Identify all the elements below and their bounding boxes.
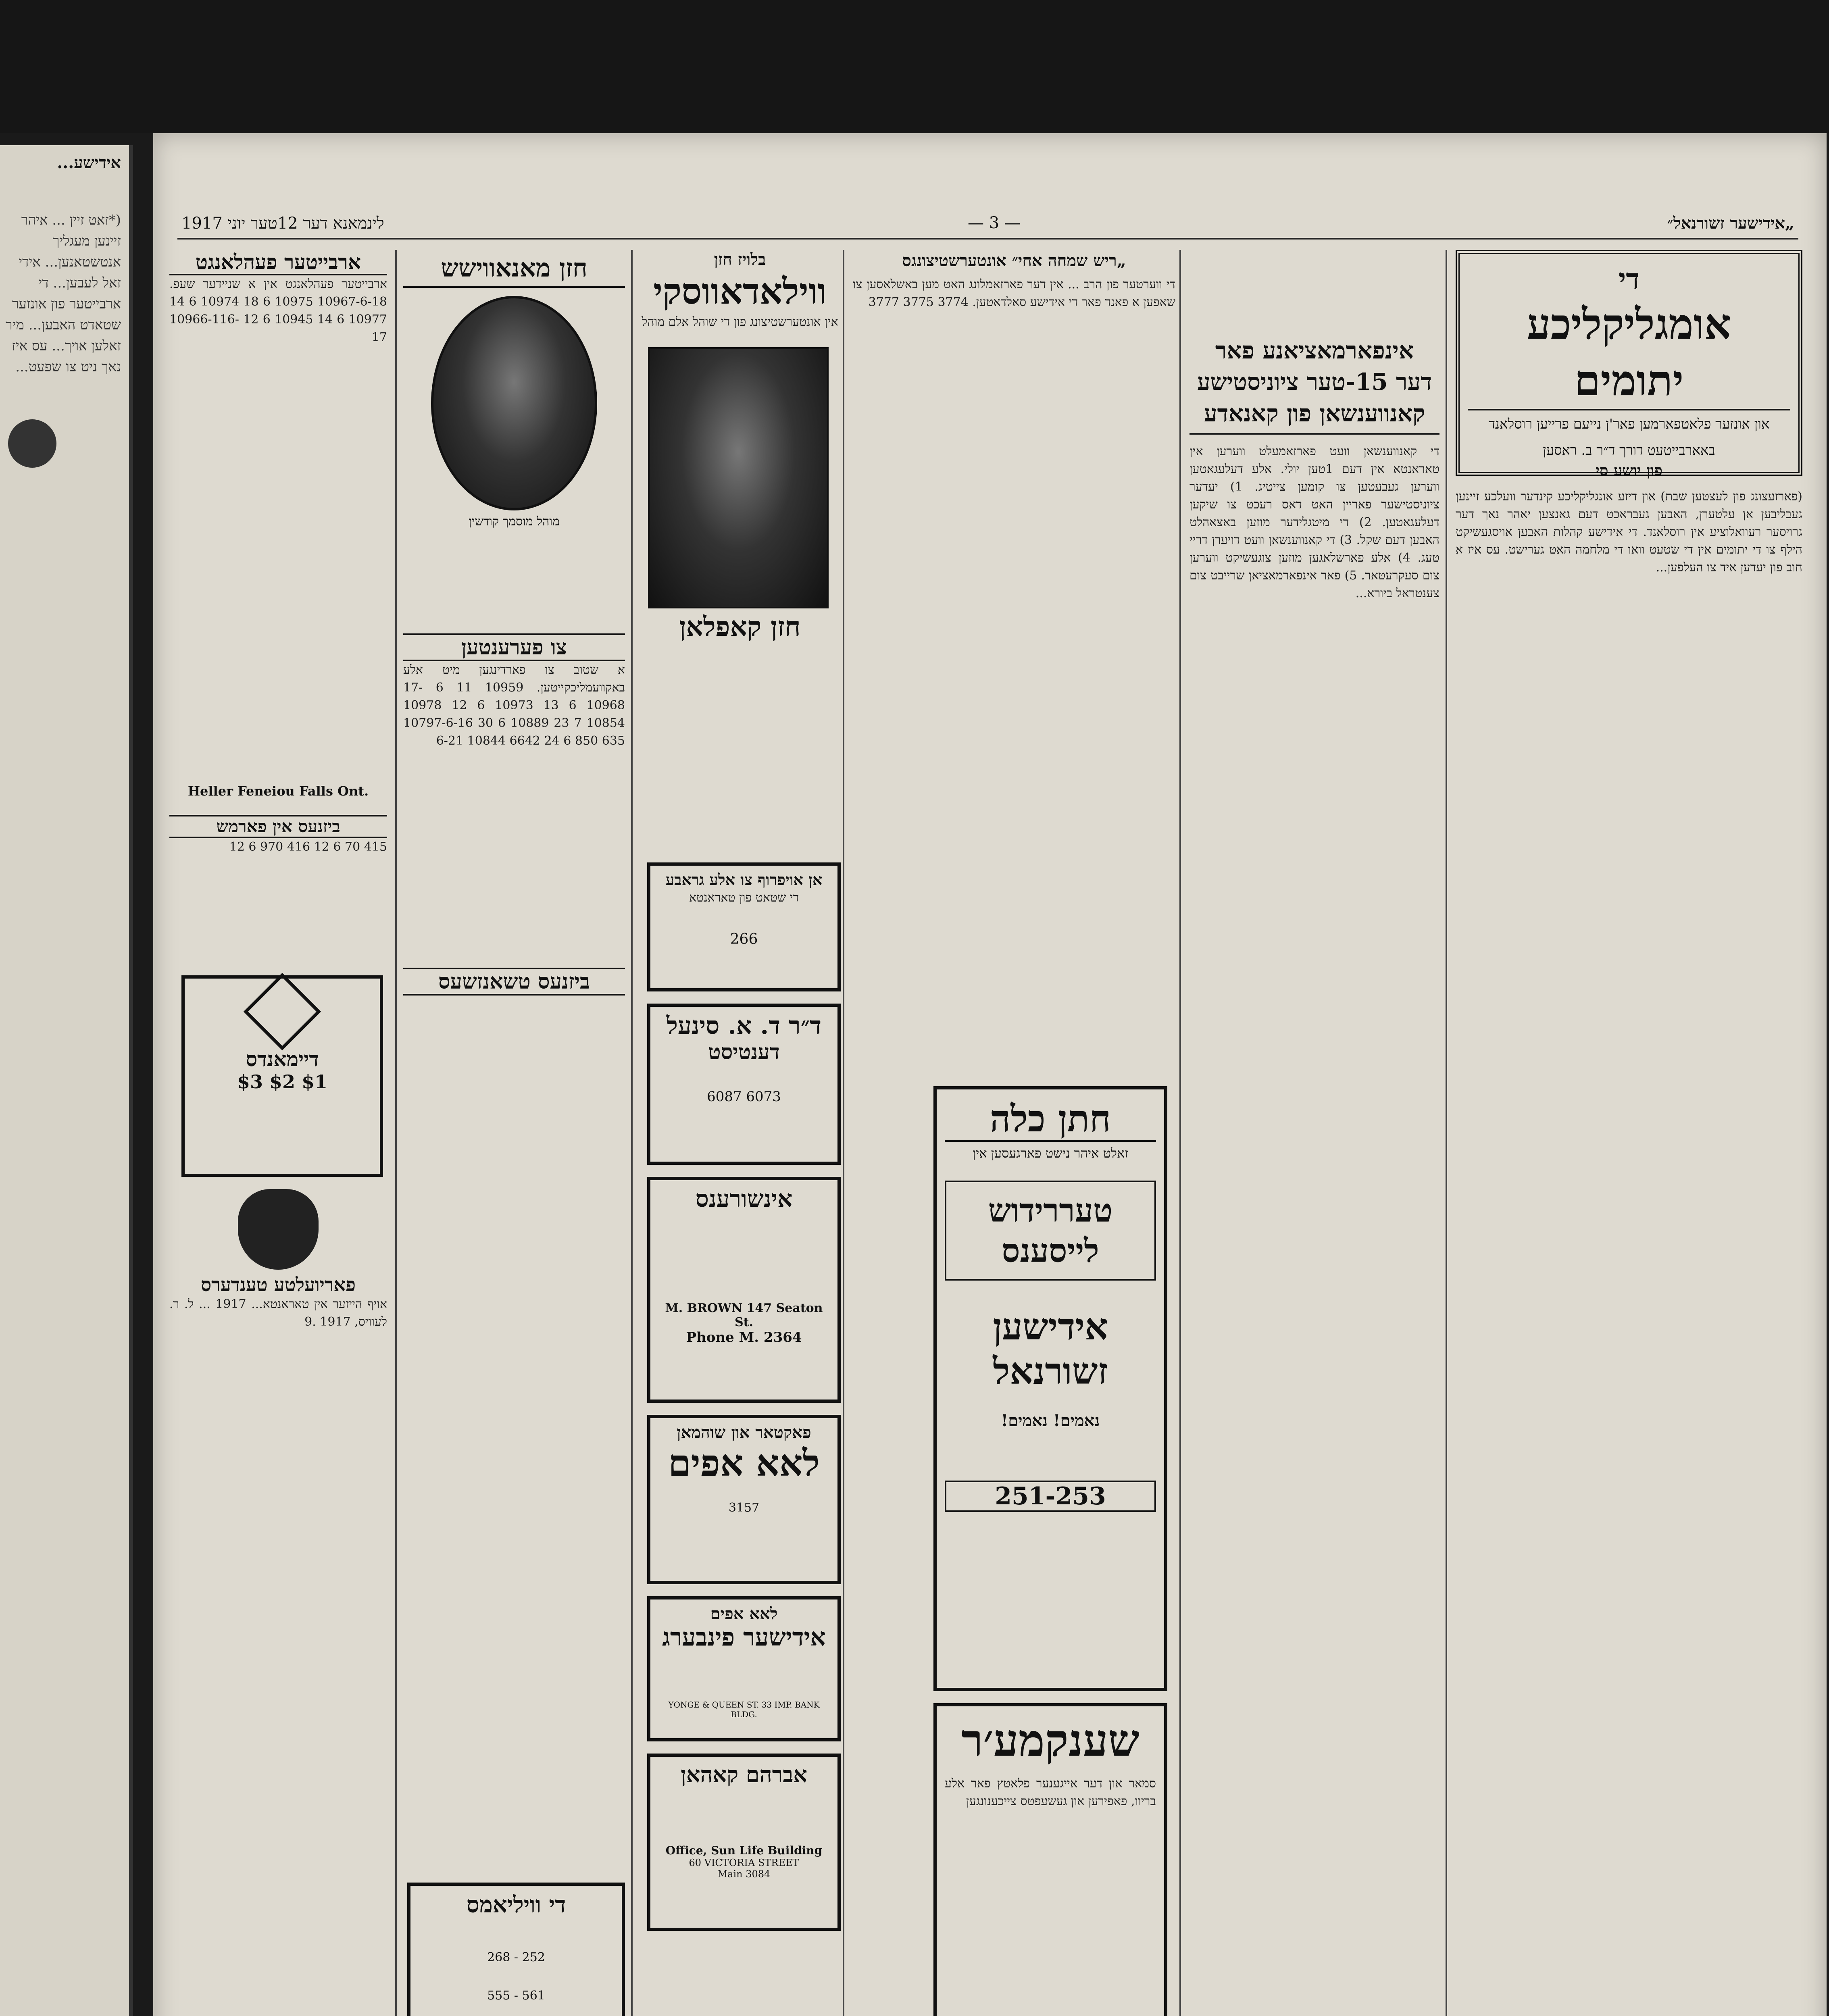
masthead-page-number: — 3 —	[968, 214, 1021, 232]
cantor-manoweesh-title: חזן מאנאווישש	[403, 250, 625, 288]
cantor-wilodowski-title: ווילאדאווסקי	[653, 270, 827, 312]
kahan-phone: Main 3084	[717, 1868, 771, 1880]
feinberg-top: לאא אפים	[710, 1604, 778, 1623]
feinberg-name: אידישער פינבערג	[662, 1623, 826, 1652]
help-wanted-heading: ארבייטער פעהלאנגט	[169, 250, 387, 275]
convention-headline: אינפארמאציאנע פאר דער 15-טער ציוניסטישע קאנווענשאן פון קאנאדע	[1189, 331, 1439, 435]
ad-namen-line: נאמים! נאמים!	[1001, 1411, 1100, 1430]
insurance-phone: Phone M. 2364	[686, 1329, 802, 1345]
farms-heading: ביזנעס אין פארמש	[169, 815, 387, 838]
orphans-body-text: (פארזעצונג פון לעצטען שבת) און דיזע אונגליקליכע קינדער וועלכע זיינען געבליבען אן עלטערן, האבען געבראכט דעם גאנצען יאהר נאך דער גרויסער רעוואלוציע אין רוסלאנד. די אידישע קהלות האבען אויסגעשיקט הילף צו די יתומים אין די שטעט וואו די מלחמה האט גערישט. עס איז א חוב פון יעדען איד צו העלפען...	[1456, 489, 1802, 575]
column-rule	[631, 250, 633, 2016]
kahan-name: אברהם קאהאן	[681, 1762, 807, 1787]
factor-phone: 3157	[728, 1501, 760, 1515]
orphans-headline: אומגליקליכע יתומים	[1527, 299, 1731, 405]
appeal-title: אן אויפרוף צו אלע גראבע	[665, 871, 823, 889]
ad-reminder-line: זאלט איהר נישט פארגעסען אין	[972, 1145, 1129, 1161]
diamonds-ad	[181, 975, 383, 1177]
cantor-top-line: בלויז חזן	[714, 250, 766, 269]
column-orphans-article	[1456, 250, 1802, 2016]
diamonds-title: דיימאנדס	[246, 1047, 319, 1071]
insurance-title: אינשורענס	[695, 1185, 793, 1212]
convention-body-text: די קאנווענשאן וועט פארזאמעלט ווערען אין טאראנטא אין דעם 1טען יולי. אלע דעלעגאטען ווערען געבעטען צו קומען צייטיג. 1) יעדער ציוניסטישער פאריין האט דאס רעכט צו שיקען דעלעגאטען. 2) די מיטגלידער מוזען באצאהלט האבען דעם שקל. 3) די קאנווענשאן וועט דויערן דריי טעג. 4) אלע פארשלאגען מוזען צוגעשיקט ווערען צום סעקרעטאר. 5) פאר אינפארמאציאן שרייבט צום צענטראל ביורא...	[1189, 444, 1439, 600]
business-changes-heading: ביזנעס טשאנזשעס	[403, 968, 625, 996]
dentist-title: דענטיסט	[708, 1040, 780, 1064]
williams-title: די וויליאמס	[466, 1891, 566, 1918]
column-convention-info	[1189, 250, 1439, 2016]
kahan-ad	[647, 1754, 841, 1931]
news-body-text: די ווערטער פון הרב ... אין דער פארזאמלונג האט מען באשלאסען צו שאפען א פאנד פאר די אידישע סאלדאטען. 3774 3775 3777	[853, 277, 1175, 309]
ontario-line: Heller Feneiou Falls Ont.	[187, 783, 369, 799]
insurance-ad	[647, 1177, 841, 1403]
shenkmer-ad	[933, 1703, 1167, 2016]
column-rule	[1446, 250, 1447, 2016]
masthead-rule	[177, 214, 1798, 240]
masthead-paper-name: „אידישער זשורנאל״	[1667, 214, 1794, 233]
orphans-byline: באארבייטעט דורך ד״ר ב. ראסען	[1543, 442, 1715, 458]
journal-title: אידישען זשורנאל	[993, 1306, 1108, 1393]
farms-listings: 415 70 6 12 416 970 6 12	[229, 840, 387, 854]
orphans-byline-author: פון יושע סי	[1595, 461, 1663, 479]
diamonds-prices: $1 $2 $3	[237, 1071, 328, 1093]
tenders-body: אויף הייזער אין טאראנטא... 1917 ... ל. ר. לעוויס, 1917 .9	[169, 1297, 387, 1329]
for-rent-listings: א שטוב צו פארדינגען מיט אלע באקוועמליכקייטען. 10959 11 6 -17 10968 6 13 10973 6 12 10978 10854 7 23 10889 6 30 10797-6-16 635 850 6 24 6642 10844 6-21	[403, 663, 625, 748]
cantor-kaplan-photo	[648, 347, 829, 608]
kahan-street: 60 VICTORIA STREET	[689, 1857, 799, 1868]
cantor-manoweesh-portrait	[431, 296, 597, 510]
column-rule	[843, 250, 844, 2016]
crest-icon	[238, 1189, 319, 1270]
left-page-text: (*זאט זיין ... איהר זיינען מעגליך אנטשטאנען... אידי זאל לעבען... די ארבייטער פון אונזער שטאדט האבען... מיר זאלען אויך... עס איז נאך ניט צו שפעט...	[6, 212, 121, 375]
film-border-top	[0, 0, 1829, 133]
williams-ad	[407, 1883, 625, 2016]
help-wanted-listings: ארבייטער פעהלאנגט אין א שניידער שעפ. 10967-6-18 10975 6 18 10974 6 14 10977 6 14 10945 6 12 10966-116-17	[169, 277, 387, 344]
column-help-wanted	[169, 250, 387, 2016]
factor-ad	[647, 1415, 841, 1584]
marriage-license-ad	[933, 1086, 1167, 1691]
dentist-name: ד״ר ד. א. סינעל	[666, 1012, 822, 1040]
appeal-ad	[647, 862, 841, 991]
chosen-kale-title: חתן כלה	[945, 1098, 1156, 1142]
column-manoweesh-classifieds	[403, 250, 625, 2016]
column-cantors	[639, 250, 841, 2016]
business-changes-listings	[403, 996, 625, 1883]
tenders-title: פאריועלטע טענדערס	[200, 1274, 356, 1295]
rosh-simcha-headline: „ריש שמחה אחי״ אונטערשטיצונגס	[902, 251, 1126, 270]
cantor-manoweesh-caption: מוהל מוסמך קודשין	[469, 514, 560, 529]
williams-numbers-b: 561 - 555	[487, 1989, 545, 2003]
cantor-kaplan-caption: חזן קאפלאן	[679, 611, 801, 642]
factor-title: פאקטאר און שוהמאן	[677, 1423, 811, 1442]
newspaper-page	[153, 133, 1827, 2016]
column-rule	[395, 250, 397, 2016]
masthead-date: לינמאנא דער 12טער יוני 1917	[181, 214, 384, 233]
kahan-office: Office, Sun Life Building	[665, 1844, 823, 1857]
license-title: טעררידוש לייסענס	[945, 1181, 1156, 1281]
feinberg-address: YONGE & QUEEN ST. 33 IMP. BANK BLDG.	[668, 1700, 820, 1719]
shenkmer-body: סמאר און דער אייגענער פלאטץ פאר אלע בריוו, פאפירען און געשעפטס צייכענונגען	[945, 1776, 1156, 1808]
manoweesh-text	[403, 529, 625, 633]
title-ornament-top: די	[1618, 262, 1640, 296]
dentist-ad	[647, 1004, 841, 1165]
for-rent-heading: צו פערענטען	[403, 633, 625, 661]
feinberg-ad	[647, 1596, 841, 1741]
shenkmer-title: שענקמע׳ר	[961, 1714, 1139, 1766]
factor-name: לאא אפים	[668, 1442, 820, 1485]
column-rule	[1179, 250, 1181, 2016]
orphans-subtitle: און אונזער פלאטפארמען פאר'ן נייעם פרייען רוסלאנד	[1468, 409, 1790, 434]
insurance-address: M. BROWN 147 Seaton St.	[665, 1301, 823, 1329]
dentist-phone: 6073 6087	[707, 1089, 781, 1105]
appeal-number: 266	[730, 931, 758, 948]
appeal-body: די שטאט פון טאראנטא	[689, 891, 799, 905]
williams-numbers-a: 252 - 268	[487, 1950, 545, 1964]
orphans-title-box	[1456, 250, 1802, 479]
column-news-and-ads	[853, 250, 1175, 2016]
left-page-header: אידישע...	[57, 153, 121, 172]
cantor-kaplan-text	[639, 645, 841, 862]
cantor-wilodowski-sub: אין אונטערשטיצונג פון די שוהל אלם מוהל	[642, 315, 838, 329]
left-page-sliver	[0, 145, 133, 2016]
ad-address-number: 251-253	[945, 1481, 1156, 1512]
diamond-icon	[244, 973, 321, 1050]
